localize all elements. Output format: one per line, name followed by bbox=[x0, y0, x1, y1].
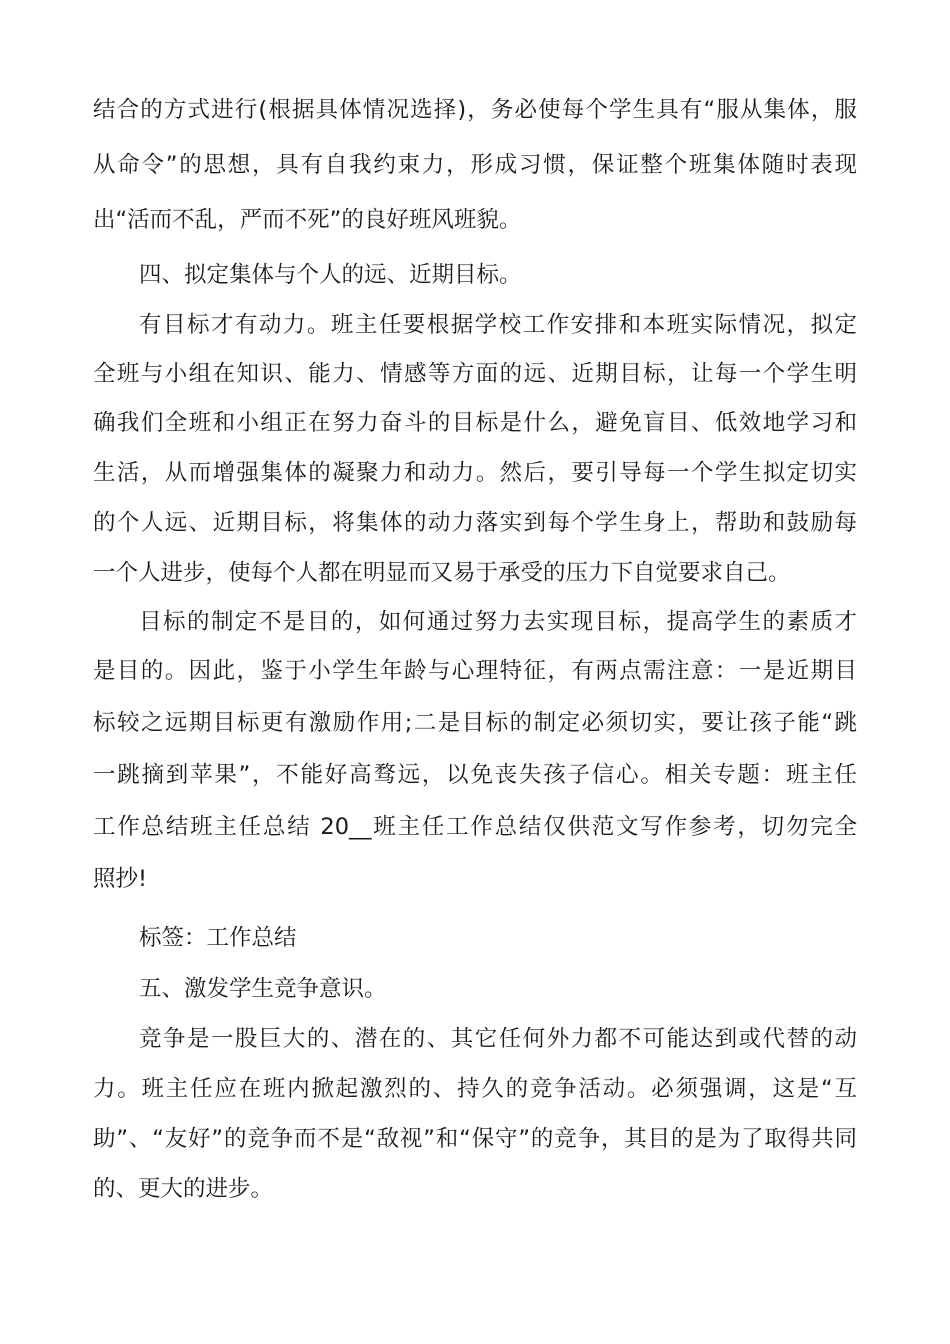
text-line: 工作总结班主任总结 20__班主任工作总结仅供范文写作参考，切勿完全 bbox=[93, 814, 857, 840]
text-line: 有目标才有动力。班主任要根据学校工作安排和本班实际情况，拟定 bbox=[139, 312, 857, 338]
text-line: 的个人远、近期目标，将集体的动力落实到每个学生身上，帮助和鼓励每 bbox=[93, 510, 857, 536]
section-heading: 五、激发学生竞争意识。 bbox=[139, 976, 387, 1002]
text-line: 助”、“友好”的竞争而不是“敌视”和“保守”的竞争，其目的是为了取得共同 bbox=[93, 1126, 857, 1152]
text-line: 全班与小组在知识、能力、情感等方面的远、近期目标，让每一个学生明 bbox=[93, 361, 857, 387]
text-line: 一跳摘到苹果”，不能好高骛远，以免丧失孩子信心。相关专题：班主任 bbox=[93, 762, 857, 788]
tag-line: 标签：工作总结 bbox=[139, 925, 297, 951]
text-line: 竞争是一股巨大的、潜在的、其它任何外力都不可能达到或代替的动 bbox=[139, 1026, 857, 1052]
text-line: 的、更大的进步。 bbox=[93, 1176, 274, 1202]
text-line: 照抄! bbox=[93, 866, 148, 892]
text-line: 从命令”的思想，具有自我约束力，形成习惯，保证整个班集体随时表现 bbox=[93, 152, 857, 178]
text-line: 结合的方式进行(根据具体情况选择)，务必使每个学生具有“服从集体，服 bbox=[93, 97, 857, 123]
text-line: 出“活而不乱，严而不死”的良好班风班貌。 bbox=[93, 207, 522, 233]
text-line: 生活，从而增强集体的凝聚力和动力。然后，要引导每一个学生拟定切实 bbox=[93, 460, 857, 486]
text-line: 一个人进步，使每个人都在明显而又易于承受的压力下自觉要求自己。 bbox=[93, 560, 791, 586]
text-line: 标较之远期目标更有激励作用;二是目标的制定必须切实，要让孩子能“跳 bbox=[93, 710, 857, 736]
section-heading: 四、拟定集体与个人的远、近期目标。 bbox=[139, 262, 522, 288]
text-line: 力。班主任应在班内掀起激烈的、持久的竞争活动。必须强调，这是“互 bbox=[93, 1076, 857, 1102]
text-line: 确我们全班和小组正在努力奋斗的目标是什么，避免盲目、低效地学习和 bbox=[93, 410, 857, 436]
text-line: 目标的制定不是目的，如何通过努力去实现目标，提高学生的素质才 bbox=[139, 609, 857, 635]
text-line: 是目的。因此，鉴于小学生年龄与心理特征，有两点需注意：一是近期目 bbox=[93, 658, 857, 684]
